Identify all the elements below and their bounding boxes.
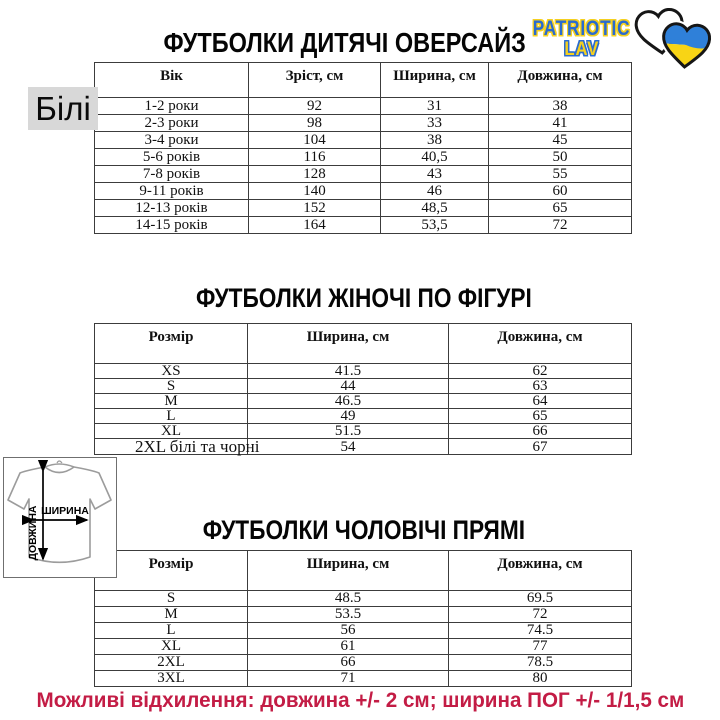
- women-section-title-text: ФУТБОЛКИ ЖІНОЧІ ПО ФІГУРІ: [195, 283, 532, 313]
- table-cell: 40,5: [381, 149, 489, 166]
- table-cell: 61: [248, 639, 449, 655]
- table-cell: L: [95, 409, 248, 424]
- table-cell: 78.5: [449, 655, 632, 671]
- men-size-table: [94, 550, 632, 687]
- table-row: [95, 639, 632, 655]
- table-cell: 9-11 років: [95, 183, 249, 200]
- table-cell: 7-8 років: [95, 166, 249, 183]
- table-cell: 3XL: [95, 671, 248, 687]
- ukraine-hearts-icon: [632, 2, 718, 80]
- column-header: Розмір: [95, 551, 248, 591]
- table-cell: 66: [248, 655, 449, 671]
- table-cell: 55: [489, 166, 632, 183]
- table-row: [95, 623, 632, 639]
- table-row: [95, 394, 632, 409]
- table-cell: 41: [489, 115, 632, 132]
- table-row: [95, 655, 632, 671]
- table-cell: 62: [449, 364, 632, 379]
- table-cell: 74.5: [449, 623, 632, 639]
- table-row: [95, 439, 632, 455]
- table-cell: 38: [489, 98, 632, 115]
- width-label: ШИРИНА: [41, 505, 89, 517]
- table-cell: 60: [489, 183, 632, 200]
- women-section-title: [95, 283, 632, 314]
- table-row: [95, 132, 632, 149]
- table-cell: XL: [95, 424, 248, 439]
- table-row: [95, 607, 632, 623]
- table-cell: 2-3 роки: [95, 115, 249, 132]
- table-cell: 140: [249, 183, 381, 200]
- table-cell: 5-6 років: [95, 149, 249, 166]
- men-section-title-text: ФУТБОЛКИ ЧОЛОВІЧІ ПРЯМІ: [202, 515, 525, 545]
- table-cell: 69.5: [449, 591, 632, 607]
- table-row: [95, 591, 632, 607]
- table-cell: L: [95, 623, 248, 639]
- table-cell: 56: [248, 623, 449, 639]
- table-row: [95, 166, 632, 183]
- table-cell: 164: [249, 217, 381, 234]
- table-cell: 63: [449, 379, 632, 394]
- column-header: Ширина, см: [381, 63, 489, 98]
- table-cell: 33: [381, 115, 489, 132]
- table-cell: M: [95, 394, 248, 409]
- column-header: Ширина, см: [248, 324, 449, 364]
- table-cell: 72: [489, 217, 632, 234]
- column-header: Вік: [95, 63, 249, 98]
- table-cell: 65: [449, 409, 632, 424]
- table-row: [95, 183, 632, 200]
- table-row: [95, 217, 632, 234]
- table-cell: 64: [449, 394, 632, 409]
- table-cell: 50: [489, 149, 632, 166]
- tolerance-note-text: Можливі відхилення: довжина +/- 2 см; ширина ПОГ +/- 1/1,5 см: [36, 688, 684, 712]
- table-cell: 46.5: [248, 394, 449, 409]
- column-header: Довжина, см: [449, 324, 632, 364]
- table-cell: 49: [248, 409, 449, 424]
- table-cell: 2XL білі та чорні: [95, 439, 248, 455]
- color-variant-label: Білі: [28, 87, 98, 130]
- table-cell: XL: [95, 639, 248, 655]
- tshirt-measurement-diagram: [3, 457, 117, 578]
- table-cell: 31: [381, 98, 489, 115]
- table-cell: 66: [449, 424, 632, 439]
- table-cell: 80: [449, 671, 632, 687]
- column-header: Зріст, см: [249, 63, 381, 98]
- table-cell: 116: [249, 149, 381, 166]
- tolerance-note: [0, 688, 720, 713]
- table-cell: 104: [249, 132, 381, 149]
- table-row: [95, 364, 632, 379]
- table-cell: 3-4 роки: [95, 132, 249, 149]
- brand-logo: [520, 18, 644, 60]
- table-header-row: [95, 63, 632, 98]
- table-cell: 92: [249, 98, 381, 115]
- table-cell: 53.5: [248, 607, 449, 623]
- table-header-row: [95, 324, 632, 364]
- table-cell: 43: [381, 166, 489, 183]
- table-cell: 48.5: [248, 591, 449, 607]
- women-size-table: [94, 323, 632, 455]
- table-cell: 72: [449, 607, 632, 623]
- tshirt-outline-icon: [4, 458, 115, 576]
- table-cell: 44: [248, 379, 449, 394]
- kids-size-table: [94, 62, 632, 234]
- table-cell: 54: [248, 439, 449, 455]
- kids-section-title-text: ФУТБОЛКИ ДИТЯЧІ ОВЕРСАЙЗ: [163, 27, 527, 58]
- table-row: [95, 409, 632, 424]
- table-row: [95, 200, 632, 217]
- table-cell: 77: [449, 639, 632, 655]
- table-cell: 152: [249, 200, 381, 217]
- table-cell: 48,5: [381, 200, 489, 217]
- table-cell: 128: [249, 166, 381, 183]
- column-header: Розмір: [95, 324, 248, 364]
- table-cell: M: [95, 607, 248, 623]
- table-cell: 38: [381, 132, 489, 149]
- column-header: Довжина, см: [489, 63, 632, 98]
- table-cell: 41.5: [248, 364, 449, 379]
- length-label: ДОВЖИНА: [27, 505, 39, 561]
- table-cell: 98: [249, 115, 381, 132]
- table-cell: 2XL: [95, 655, 248, 671]
- table-cell: 1-2 роки: [95, 98, 249, 115]
- table-cell: 67: [449, 439, 632, 455]
- table-cell: 46: [381, 183, 489, 200]
- men-section-title: [95, 515, 632, 546]
- table-cell: 65: [489, 200, 632, 217]
- table-cell: S: [95, 379, 248, 394]
- table-header-row: [95, 551, 632, 591]
- column-header: Довжина, см: [449, 551, 632, 591]
- table-row: [95, 671, 632, 687]
- brand-name-line2: LAV: [564, 39, 600, 61]
- table-cell: 45: [489, 132, 632, 149]
- table-cell: 51.5: [248, 424, 449, 439]
- table-cell: 71: [248, 671, 449, 687]
- table-cell: S: [95, 591, 248, 607]
- brand-name-line1: PATRIOTIC: [533, 17, 631, 40]
- table-row: [95, 379, 632, 394]
- table-row: [95, 149, 632, 166]
- column-header: Ширина, см: [248, 551, 449, 591]
- table-row: [95, 115, 632, 132]
- table-cell: 14-15 років: [95, 217, 249, 234]
- table-cell: XS: [95, 364, 248, 379]
- table-row: [95, 98, 632, 115]
- table-cell: 53,5: [381, 217, 489, 234]
- table-cell: 12-13 років: [95, 200, 249, 217]
